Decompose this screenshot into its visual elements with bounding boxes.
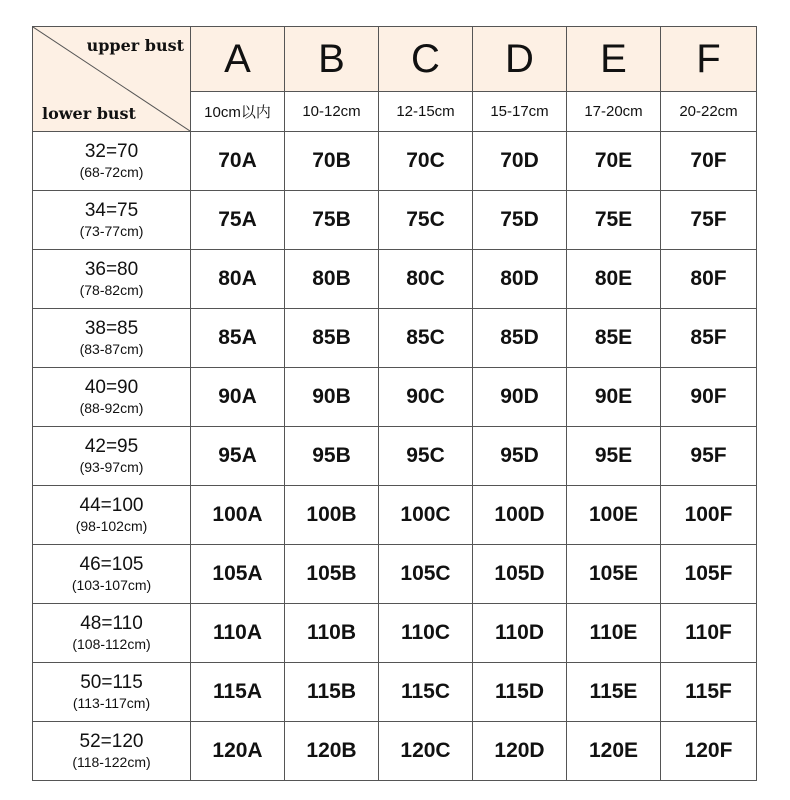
band-size-label: 34=75 — [84, 200, 139, 221]
size-cell: 75C — [379, 191, 473, 250]
size-cell: 110D — [473, 604, 567, 663]
size-cell: 90D — [473, 368, 567, 427]
band-cm-range: (98-102cm) — [75, 518, 148, 534]
band-size-label: 50=115 — [80, 672, 143, 693]
band-size-cell — [33, 132, 191, 191]
band-size-label: 48=110 — [80, 613, 143, 634]
size-cell: 70A — [191, 132, 285, 191]
size-cell: 95C — [379, 427, 473, 486]
bra-size-chart — [32, 26, 757, 781]
table-row — [33, 486, 757, 545]
chart-header — [33, 27, 757, 132]
band-cm-range: (108-112cm) — [72, 636, 151, 652]
band-size-cell — [33, 368, 191, 427]
cup-letter-c: C — [379, 27, 473, 92]
size-cell: 115E — [567, 663, 661, 722]
size-cell: 95E — [567, 427, 661, 486]
size-cell: 115A — [191, 663, 285, 722]
size-cell: 75E — [567, 191, 661, 250]
size-cell: 100B — [285, 486, 379, 545]
size-cell: 105C — [379, 545, 473, 604]
band-size-label: 32=70 — [84, 141, 139, 162]
band-size-cell — [33, 250, 191, 309]
band-size-cell — [33, 486, 191, 545]
size-cell: 85D — [473, 309, 567, 368]
cup-letter-b: B — [285, 27, 379, 92]
size-cell: 100C — [379, 486, 473, 545]
band-cm-range: (73-77cm) — [79, 223, 144, 239]
table-row — [33, 604, 757, 663]
size-cell: 75D — [473, 191, 567, 250]
size-cell: 115F — [661, 663, 757, 722]
cup-range-a: 10cm以内 — [191, 92, 285, 132]
size-cell: 120E — [567, 722, 661, 781]
upper-bust-label: upper bust — [86, 36, 184, 55]
size-cell: 120C — [379, 722, 473, 781]
band-cm-range: (113-117cm) — [72, 695, 151, 711]
size-cell: 95A — [191, 427, 285, 486]
corner-cell — [33, 27, 191, 132]
size-cell: 80B — [285, 250, 379, 309]
lower-bust-label: lower bust — [42, 104, 136, 123]
size-cell: 90B — [285, 368, 379, 427]
size-cell: 90E — [567, 368, 661, 427]
cup-letter-a: A — [191, 27, 285, 92]
size-cell: 70D — [473, 132, 567, 191]
cup-range-e: 17-20cm — [567, 92, 661, 132]
size-cell: 105B — [285, 545, 379, 604]
cup-range-f: 20-22cm — [661, 92, 757, 132]
band-size-label: 42=95 — [84, 436, 139, 457]
size-cell: 80A — [191, 250, 285, 309]
size-cell: 80E — [567, 250, 661, 309]
cup-range-c: 12-15cm — [379, 92, 473, 132]
size-cell: 85C — [379, 309, 473, 368]
size-cell: 120D — [473, 722, 567, 781]
size-cell: 85B — [285, 309, 379, 368]
size-cell: 80D — [473, 250, 567, 309]
table-row — [33, 722, 757, 781]
size-cell: 95F — [661, 427, 757, 486]
size-cell: 110B — [285, 604, 379, 663]
size-cell: 70B — [285, 132, 379, 191]
table-row — [33, 368, 757, 427]
size-cell: 85A — [191, 309, 285, 368]
band-cm-range: (88-92cm) — [79, 400, 144, 416]
size-cell: 80F — [661, 250, 757, 309]
size-cell: 115C — [379, 663, 473, 722]
band-size-label: 36=80 — [84, 259, 139, 280]
size-cell: 70E — [567, 132, 661, 191]
band-size-cell — [33, 663, 191, 722]
table-row — [33, 250, 757, 309]
size-cell: 120B — [285, 722, 379, 781]
size-cell: 115B — [285, 663, 379, 722]
size-cell: 95B — [285, 427, 379, 486]
size-cell: 100D — [473, 486, 567, 545]
size-cell: 75F — [661, 191, 757, 250]
size-cell: 80C — [379, 250, 473, 309]
band-cm-range: (118-122cm) — [72, 754, 151, 770]
band-size-label: 52=120 — [79, 731, 144, 752]
band-size-label: 40=90 — [84, 377, 139, 398]
table-row — [33, 663, 757, 722]
size-cell: 105A — [191, 545, 285, 604]
table-row — [33, 545, 757, 604]
size-cell: 100F — [661, 486, 757, 545]
size-cell: 100A — [191, 486, 285, 545]
size-cell: 105F — [661, 545, 757, 604]
size-cell: 105D — [473, 545, 567, 604]
size-cell: 75B — [285, 191, 379, 250]
size-cell: 110F — [661, 604, 757, 663]
size-cell: 90A — [191, 368, 285, 427]
band-size-cell — [33, 191, 191, 250]
band-cm-range: (68-72cm) — [79, 164, 144, 180]
band-size-label: 46=105 — [79, 554, 144, 575]
size-cell: 70C — [379, 132, 473, 191]
size-cell: 110E — [567, 604, 661, 663]
size-cell: 90F — [661, 368, 757, 427]
cup-letter-e: E — [567, 27, 661, 92]
band-size-cell — [33, 604, 191, 663]
cup-letter-row — [33, 27, 757, 92]
size-cell: 85E — [567, 309, 661, 368]
band-size-cell — [33, 309, 191, 368]
band-size-cell — [33, 722, 191, 781]
band-size-cell — [33, 545, 191, 604]
size-cell: 85F — [661, 309, 757, 368]
size-cell: 115D — [473, 663, 567, 722]
size-cell: 120A — [191, 722, 285, 781]
size-cell: 110A — [191, 604, 285, 663]
size-cell: 110C — [379, 604, 473, 663]
cup-letter-d: D — [473, 27, 567, 92]
cup-range-b: 10-12cm — [285, 92, 379, 132]
chart-body — [33, 132, 757, 781]
band-cm-range: (78-82cm) — [79, 282, 144, 298]
table-row — [33, 427, 757, 486]
band-cm-range: (103-107cm) — [71, 577, 152, 593]
table-row — [33, 191, 757, 250]
size-cell: 95D — [473, 427, 567, 486]
cup-letter-f: F — [661, 27, 757, 92]
size-cell: 100E — [567, 486, 661, 545]
size-cell: 120F — [661, 722, 757, 781]
band-size-label: 44=100 — [79, 495, 144, 516]
band-size-cell — [33, 427, 191, 486]
table-row — [33, 309, 757, 368]
band-cm-range: (83-87cm) — [79, 341, 144, 357]
size-cell: 70F — [661, 132, 757, 191]
cup-range-d: 15-17cm — [473, 92, 567, 132]
size-cell: 75A — [191, 191, 285, 250]
size-cell: 90C — [379, 368, 473, 427]
band-cm-range: (93-97cm) — [79, 459, 144, 475]
table-row — [33, 132, 757, 191]
band-size-label: 38=85 — [84, 318, 139, 339]
size-cell: 105E — [567, 545, 661, 604]
